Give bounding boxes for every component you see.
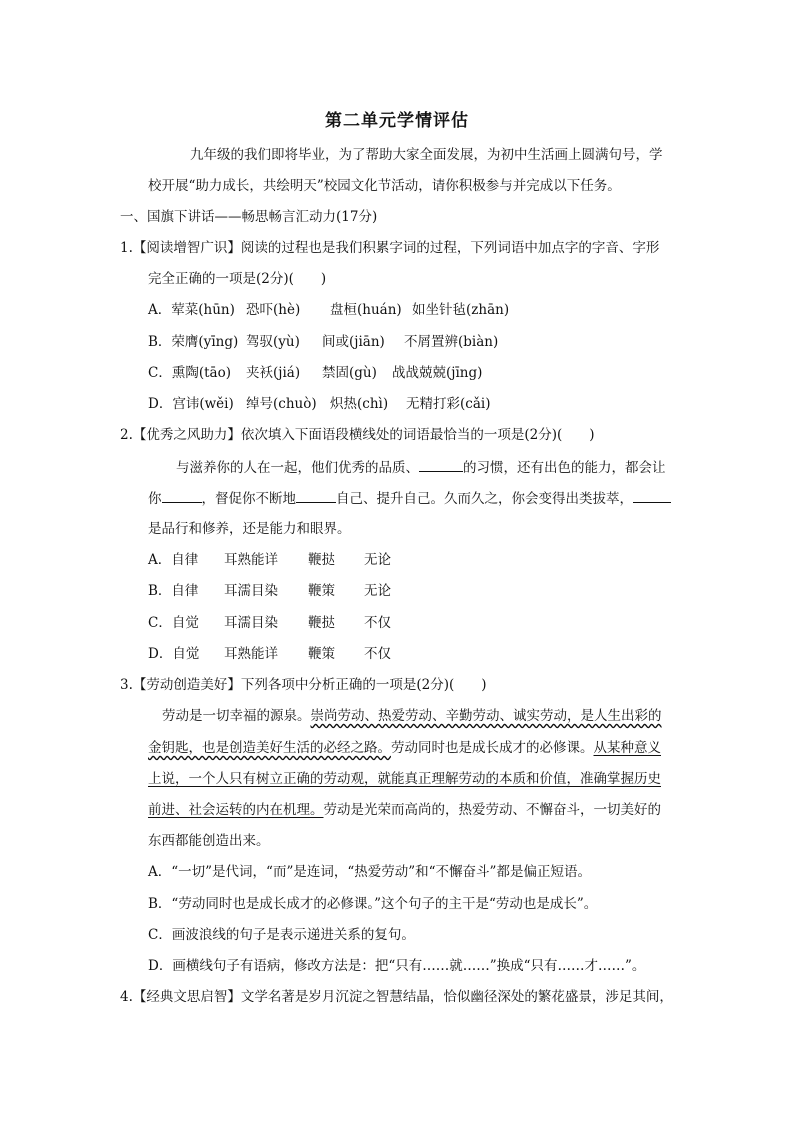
fill-blank bbox=[419, 457, 463, 472]
question-stem: 1.【阅读增智广识】阅读的过程也是我们积累字词的过程，下列词语中加点字的字音、字形 bbox=[120, 240, 660, 256]
option-word: 鞭挞 bbox=[308, 615, 335, 631]
option-a: A．“一切”是代词，“而”是连词，“热爱劳动”和“不懈奋斗”都是偏正短语。 bbox=[148, 864, 591, 880]
question-stem: 4.【经典文思启智】文学名著是岁月沉淀之智慧结晶，恰似幽径深处的繁花盛景，涉足其间， bbox=[120, 989, 673, 1005]
intro-line: 九年级的我们即将毕业，为了帮助大家全面发展，为初中生活画上圆满句号，学 bbox=[190, 147, 663, 163]
passage-line bbox=[162, 706, 662, 726]
passage-text: 的习惯，还有出色的能力，都会让 bbox=[463, 460, 666, 476]
option-d: D．画横线句子有语病，修改方法是：把“只有……就……”换成“只有……才……”。 bbox=[148, 958, 646, 974]
option-word: 间或(jiān) bbox=[322, 334, 385, 350]
passage-line: 是品行和修养，还是能力和眼界。 bbox=[148, 521, 351, 537]
fill-blank bbox=[296, 488, 336, 503]
option-d bbox=[148, 644, 391, 664]
fill-blank bbox=[162, 488, 202, 503]
passage-line: 东西都能创造出来。 bbox=[148, 833, 270, 849]
underlined-sentence: 上说，一个人只有树立正确的劳动观，就能真正理解劳动的本质和价值，准确掌握历史 bbox=[148, 771, 661, 787]
question-stem: 2.【优秀之风助力】依次填入下面语段横线处的词语最恰当的一项是(2分)( ) bbox=[120, 427, 595, 443]
passage-text: 与滋养你的人在一起，他们优秀的品质、 bbox=[176, 460, 419, 476]
wavy-underlined-sentence: 金钥匙，也是创造美好生活的必经之路。 bbox=[148, 740, 391, 756]
fill-blank bbox=[633, 488, 671, 503]
option-word: 夹袄(jiá) bbox=[246, 365, 301, 381]
option-word: 炽热(chì) bbox=[330, 396, 389, 412]
passage-text: 自己、提升自己。久而久之，你会变得出类拔萃， bbox=[336, 491, 633, 507]
option-word: B．荣膺(yīng) bbox=[148, 334, 239, 350]
option-c bbox=[148, 613, 391, 633]
option-word: A．自律 bbox=[148, 552, 199, 568]
passage-text: 劳动是一切幸福的源泉。 bbox=[162, 708, 311, 724]
option-word: C．自觉 bbox=[148, 615, 199, 631]
option-word: 耳濡目染 bbox=[224, 615, 278, 631]
option-a bbox=[148, 300, 509, 320]
option-b bbox=[148, 332, 498, 352]
option-word: 鞭挞 bbox=[308, 552, 335, 568]
option-word: 无精打彩(cǎi) bbox=[406, 396, 491, 412]
question-stem: 3.【劳动创造美好】下列各项中分析正确的一项是(2分)( ) bbox=[120, 677, 487, 693]
option-word: 盘桓(huán) bbox=[330, 302, 402, 318]
option-word: C．熏陶(tāo) bbox=[148, 365, 231, 381]
option-word: D．自觉 bbox=[148, 646, 200, 662]
passage-line bbox=[148, 800, 661, 820]
question-stem: 完全正确的一项是(2分)( ) bbox=[148, 271, 327, 287]
option-word: 无论 bbox=[364, 552, 391, 568]
option-word: 无论 bbox=[364, 583, 391, 599]
option-word: 鞭策 bbox=[308, 646, 335, 662]
option-b: B．“劳动同时也是成长成才的必修课。”这个句子的主干是“劳动也是成长”。 bbox=[148, 896, 598, 912]
option-c bbox=[148, 363, 482, 383]
passage-text: 劳动是光荣而高尚的，热爱劳动、不懈奋斗，一切美好的 bbox=[323, 802, 661, 818]
option-word: A．荤菜(hūn) bbox=[148, 302, 235, 318]
option-c: C．画波浪线的句子是表示递进关系的复句。 bbox=[148, 927, 415, 943]
passage-line bbox=[148, 769, 661, 789]
option-word: 耳熟能详 bbox=[224, 646, 278, 662]
passage-line bbox=[148, 488, 671, 509]
passage-line bbox=[176, 457, 666, 478]
option-word: 不仅 bbox=[364, 646, 391, 662]
option-word: 战战兢兢(jīng) bbox=[392, 365, 483, 381]
section-heading: 一、国旗下讲话——畅思畅言汇动力(17分) bbox=[120, 209, 378, 225]
passage-text: 你 bbox=[148, 491, 162, 507]
passage-line bbox=[148, 738, 661, 758]
option-word: 如坐针毡(zhān) bbox=[412, 302, 510, 318]
option-word: 绰号(chuò) bbox=[246, 396, 317, 412]
option-word: D．宫讳(wěi) bbox=[148, 396, 234, 412]
option-word: 禁固(gù) bbox=[322, 365, 377, 381]
option-word: 耳濡目染 bbox=[224, 583, 278, 599]
wavy-underlined-sentence: 崇尚劳动、热爱劳动、辛勤劳动、诚实劳动，是人生出彩的 bbox=[310, 708, 662, 724]
option-b bbox=[148, 581, 391, 601]
option-word: 驾驭(yù) bbox=[246, 334, 300, 350]
passage-text: 劳动同时也是成长成才的必修课。 bbox=[391, 740, 594, 756]
option-word: B．自律 bbox=[148, 583, 199, 599]
option-word: 耳熟能详 bbox=[224, 552, 278, 568]
option-word: 鞭策 bbox=[308, 583, 335, 599]
option-a bbox=[148, 550, 391, 570]
option-word: 不仅 bbox=[364, 615, 391, 631]
intro-line: 校开展“助力成长，共绘明天”校园文化节活动，请你积极参与并完成以下任务。 bbox=[148, 178, 621, 194]
option-word: 不屑置辨(biàn) bbox=[404, 334, 499, 350]
passage-text: ，督促你不断地 bbox=[201, 491, 296, 507]
page-title: 第二单元学情评估 bbox=[325, 111, 469, 131]
option-word: 恐吓(hè) bbox=[246, 302, 301, 318]
underlined-sentence: 从某种意义 bbox=[593, 740, 661, 756]
underlined-sentence: 前进、社会运转的内在机理。 bbox=[148, 802, 324, 818]
option-d bbox=[148, 394, 490, 414]
